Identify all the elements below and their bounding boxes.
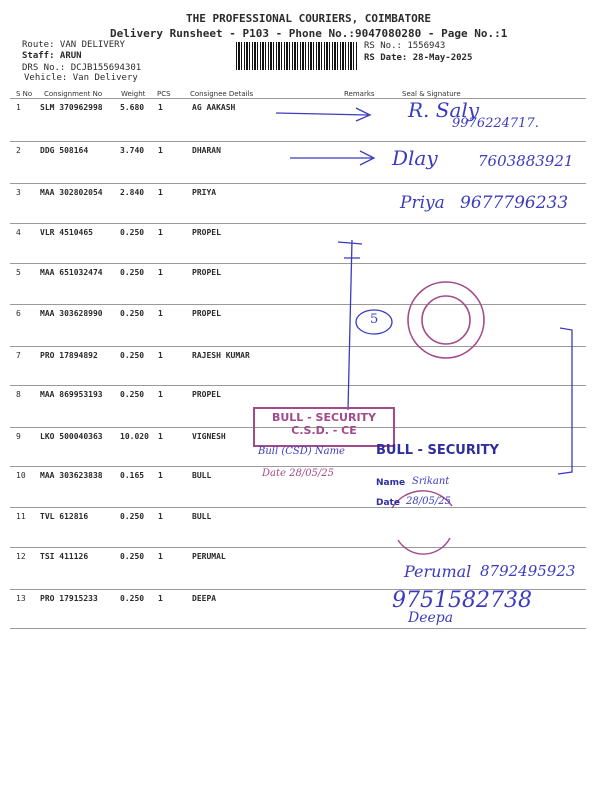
runsheet-title: Delivery Runsheet - P103 - Phone No.:9047080280 - Page No.:1 [110, 27, 508, 40]
cell-consignee: AG AAKASH [192, 103, 236, 112]
cell-consignment: TSI 411126 [40, 552, 89, 561]
cell-pcs: 1 [158, 471, 163, 480]
cell-pcs: 1 [158, 268, 163, 277]
name-label: Name [376, 478, 406, 488]
cell-weight: 10.020 [120, 432, 149, 441]
cell-pcs: 1 [158, 594, 163, 603]
cell-consignee: PROPEL [192, 390, 221, 399]
company-title: THE PROFESSIONAL COURIERS, COIMBATORE [186, 12, 432, 25]
cell-consignment: MAA 303628990 [40, 309, 103, 318]
cell-pcs: 1 [158, 228, 163, 237]
cell-sno: 6 [16, 309, 21, 318]
cell-consignment: PRO 17894892 [40, 351, 98, 360]
cell-sno: 10 [16, 471, 26, 480]
cell-consignment: MAA 651032474 [40, 268, 103, 277]
cell-pcs: 1 [158, 390, 163, 399]
phone-12: 8792495923 [480, 562, 576, 580]
cell-consignee: BULL [192, 512, 212, 521]
cell-consignment: LKO 500040363 [40, 432, 103, 441]
stamp-line-1: BULL - SECURITY [271, 411, 377, 424]
cell-pcs: 1 [158, 103, 163, 112]
rs-no: RS No.: 1556943 [364, 41, 446, 51]
cell-weight: 0.250 [120, 351, 145, 360]
cell-pcs: 1 [158, 432, 163, 441]
cell-sno: 1 [16, 103, 21, 112]
cell-consignee: VIGNESH [192, 432, 226, 441]
col-pcs: PCS [157, 90, 171, 98]
cell-consignee: BULL [192, 471, 212, 480]
cell-pcs: 1 [158, 188, 163, 197]
cell-sno: 5 [16, 268, 21, 277]
vertical-line [348, 240, 352, 410]
name-value: Srikant [412, 476, 450, 487]
bull-security-stamp-2: BULL - SECURITY [376, 443, 499, 458]
cell-consignee: PROPEL [192, 268, 221, 277]
cell-weight: 3.740 [120, 146, 145, 155]
cell-sno: 2 [16, 146, 21, 155]
phone-13: 9751582738 [392, 588, 532, 613]
circle-number: 5 [370, 312, 379, 327]
drs-text: DRS No.: DCJB155694301 [22, 63, 142, 73]
col-sno: S No [16, 90, 33, 98]
cell-weight: 0.250 [120, 309, 145, 318]
stamp-line-2: C.S.D. - CE [291, 424, 357, 437]
cell-consignment: PRO 17915233 [40, 594, 98, 603]
cell-pcs: 1 [158, 552, 163, 561]
signature-2: Dlay [392, 146, 438, 170]
phone-1: 9976224717. [452, 116, 539, 131]
cell-sno: 9 [16, 432, 21, 441]
cell-pcs: 1 [158, 309, 163, 318]
cell-sno: 11 [16, 512, 26, 521]
cell-consignee: DHARAN [192, 146, 221, 155]
col-weight: Weight [121, 90, 146, 98]
bull-security-stamp [253, 407, 395, 447]
cell-pcs: 1 [158, 512, 163, 521]
cell-consignee: RAJESH KUMAR [192, 351, 250, 360]
cell-consignee: PROPEL [192, 228, 221, 237]
cell-weight: 0.250 [120, 512, 145, 521]
cell-consignment: MAA 869953193 [40, 390, 103, 399]
cell-sno: 7 [16, 351, 21, 360]
cell-consignment: MAA 302802054 [40, 188, 103, 197]
date2-label: Date [376, 498, 400, 508]
cell-sno: 3 [16, 188, 21, 197]
cell-consignee: PRIYA [192, 188, 217, 197]
bull-note: Bull (CSD) Name [258, 446, 345, 457]
date2-value: 28/05/25 [406, 496, 451, 507]
cell-pcs: 1 [158, 146, 163, 155]
bracket-right [558, 328, 572, 474]
col-seal: Seal & Signature [402, 90, 461, 98]
phone-3: 9677796233 [460, 193, 569, 213]
round-seal [408, 282, 484, 358]
cell-consignee: PROPEL [192, 309, 221, 318]
signature-1: R. Saly [408, 98, 480, 122]
cell-consignee: DEEPA [192, 594, 217, 603]
col-consignee: Consignee Details [190, 90, 254, 98]
cell-consignment: SLM 370962998 [40, 103, 103, 112]
arrow-row1 [276, 108, 370, 121]
cell-sno: 12 [16, 552, 26, 561]
cell-pcs: 1 [158, 351, 163, 360]
col-consignment: Consignment No [44, 90, 103, 98]
cell-sno: 13 [16, 594, 26, 603]
cell-weight: 0.250 [120, 390, 145, 399]
signature-13: Deepa [408, 610, 454, 626]
date-note: Date 28/05/25 [262, 468, 335, 479]
cell-consignment: DDG 508164 [40, 146, 89, 155]
staff-text: Staff: ARUN [22, 51, 82, 61]
vehicle-text: Vehicle: Van Delivery [24, 73, 138, 83]
cell-consignment: MAA 303623838 [40, 471, 103, 480]
cell-weight: 0.165 [120, 471, 145, 480]
signature-3: Priya [400, 193, 445, 213]
cell-weight: 0.250 [120, 268, 145, 277]
col-remarks: Remarks [344, 90, 375, 98]
route-text: Route: VAN DELIVERY [22, 40, 125, 50]
cell-weight: 0.250 [120, 594, 145, 603]
arrow-row2 [290, 151, 374, 165]
phone-2: 7603883921 [478, 152, 574, 170]
cell-consignee: PERUMAL [192, 552, 226, 561]
perumal-note: Perumal [404, 562, 472, 581]
cell-consignment: VLR 4510465 [40, 228, 93, 237]
rs-date: RS Date: 28-May-2025 [364, 53, 473, 63]
cell-sno: 4 [16, 228, 21, 237]
cell-weight: 0.250 [120, 552, 145, 561]
cell-weight: 0.250 [120, 228, 145, 237]
tick-marks [338, 242, 362, 258]
cell-weight: 2.840 [120, 188, 145, 197]
cell-weight: 5.680 [120, 103, 145, 112]
cell-sno: 8 [16, 390, 21, 399]
cell-consignment: TVL 612816 [40, 512, 89, 521]
